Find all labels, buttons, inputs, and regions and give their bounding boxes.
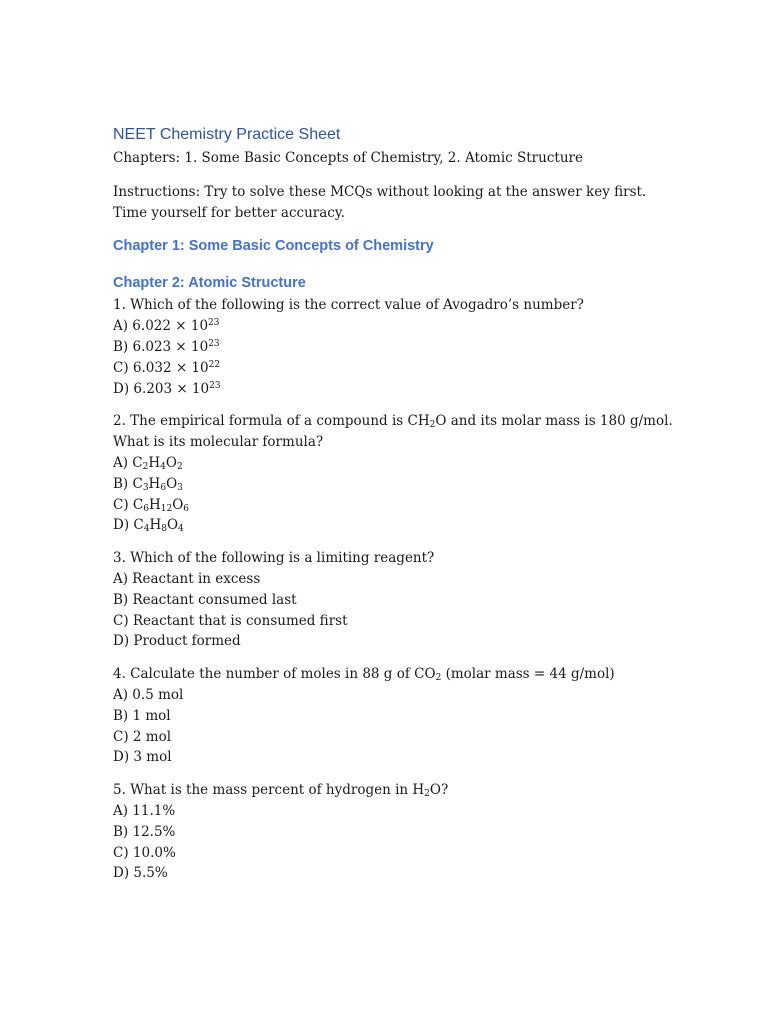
chapter-1-heading: Chapter 1: Some Basic Concepts of Chemistry — [113, 238, 434, 255]
option-d: D) $6.203 \times 10^{23}$ — [113, 380, 221, 397]
question-4 — [113, 664, 673, 768]
option-b: B) 1 mol — [113, 707, 171, 724]
option-a: A) 11.1% — [113, 802, 176, 819]
option-a: A) $C_2H_4O_2$ — [113, 454, 183, 472]
question-5 — [113, 780, 673, 884]
question-stem: 3. Which of the following is a limiting reagent? — [113, 550, 435, 567]
question-stem-continued: What is its molecular formula? — [113, 434, 324, 451]
option-a: A) Reactant in excess — [113, 570, 261, 587]
option-d: D) $C_4H_8O_4$ — [113, 517, 184, 535]
option-a: A) 0.5 mol — [113, 686, 184, 703]
option-d: D) 3 mol — [113, 749, 172, 766]
question-1 — [113, 295, 673, 399]
option-c: C) 10.0% — [113, 844, 176, 861]
document-page — [113, 124, 673, 896]
option-d: D) Product formed — [113, 633, 241, 650]
option-c: C) Reactant that is consumed first — [113, 612, 348, 629]
question-stem: 1. Which of the following is the correct value of Avogadro’s number? — [113, 297, 584, 314]
question-stem: 5. What is the mass percent of hydrogen in $H_2O$? — [113, 782, 449, 800]
option-b: B) $6.023 \times 10^{23}$ — [113, 338, 220, 355]
option-d: D) 5.5% — [113, 865, 168, 882]
question-3 — [113, 548, 673, 652]
option-b: B) $C_3H_6O_3$ — [113, 475, 183, 493]
instructions-paragraph: Instructions: Try to solve these MCQs without looking at the answer key first. Time yourself for better accuracy. — [113, 183, 647, 221]
option-c: C) $6.032 \times 10^{22}$ — [113, 359, 221, 376]
option-b: B) 12.5% — [113, 823, 176, 840]
option-c: C) 2 mol — [113, 728, 172, 745]
option-c: C) $C_6H_{12}O_6$ — [113, 496, 189, 514]
question-stem: 2. The empirical formula of a compound is $CH_2O$ and its molar mass is 180 g/mol. — [113, 413, 673, 431]
chapter-2-heading: Chapter 2: Atomic Structure — [113, 275, 306, 292]
option-a: A) $6.022 \times 10^{23}$ — [113, 318, 220, 335]
question-stem: 4. Calculate the number of moles in 88 g of $CO_2$ (molar mass = 44 g/mol) — [113, 666, 615, 684]
option-b: B) Reactant consumed last — [113, 591, 297, 608]
question-2 — [113, 411, 673, 536]
chapters-line: Chapters: 1. Some Basic Concepts of Chemistry, 2. Atomic Structure — [113, 150, 583, 166]
document-title: NEET Chemistry Practice Sheet — [113, 126, 341, 143]
